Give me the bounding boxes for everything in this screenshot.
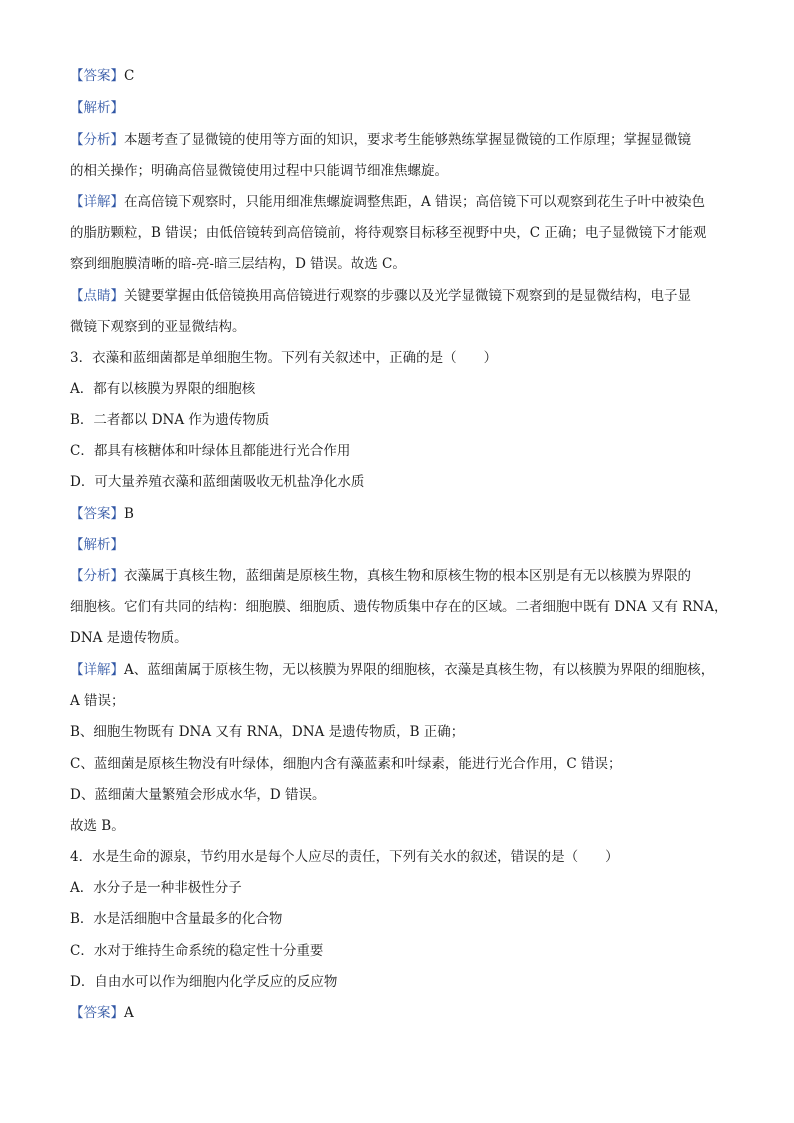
q3-fenxi-line2: 细胞核。它们有共同的结构：细胞膜、细胞质、遗传物质集中存在的区域。二者细胞中既有 DNA 又有 RNA， — [70, 599, 728, 615]
answer-value: C — [124, 68, 135, 84]
q4-answer-line — [70, 1003, 730, 1023]
q2-xiangjie-line3: 察到细胞膜清晰的暗-亮-暗三层结构，D 错误。故选 C。 — [70, 256, 406, 272]
q3-option-d: D．可大量养殖衣藻和蓝细菌吸收无机盐净化水质 — [70, 474, 365, 490]
analysis-label: 【解析】 — [70, 537, 124, 553]
q3-option-a: A．都有以核膜为界限的细胞核 — [70, 381, 256, 397]
q2-xiangjie-line1 — [70, 192, 730, 212]
answer-label: 【答案】 — [70, 68, 124, 84]
q2-fenxi-line1 — [70, 130, 730, 150]
q3-answer-line — [70, 504, 730, 524]
q3-xiangjie-line2: A 错误； — [70, 693, 125, 709]
q2-dianjing-line2: 微镜下观察到的亚显微结构。 — [70, 319, 246, 335]
fenxi-label: 【分析】 — [70, 568, 124, 584]
q3-line-c: C、蓝细菌是原核生物没有叶绿体，细胞内含有藻蓝素和叶绿素，能进行光合作用，C 错误； — [70, 756, 622, 772]
xiangjie-label: 【详解】 — [70, 662, 124, 678]
q3-stem: 3．衣藻和蓝细菌都是单细胞生物。下列有关叙述中，正确的是（ ） — [70, 350, 498, 366]
fenxi-text: 衣藻属于真核生物，蓝细菌是原核生物，真核生物和原核生物的根本区别是有无以核膜为界限的 — [124, 568, 691, 584]
q3-conclusion: 故选 B。 — [70, 818, 125, 834]
answer-label: 【答案】 — [70, 1005, 124, 1021]
q3-option-b: B．二者都以 DNA 作为遗传物质 — [70, 412, 270, 428]
q3-fenxi-line1 — [70, 566, 730, 586]
dianjing-text: 关键要掌握由低倍镜换用高倍镜进行观察的步骤以及光学显微镜下观察到的是显微结构，电子显 — [124, 288, 691, 304]
q3-xiangjie-line1 — [70, 660, 730, 680]
analysis-label: 【解析】 — [70, 100, 124, 116]
q2-dianjing-line1 — [70, 286, 730, 306]
q4-option-c: C．水对于维持生命系统的稳定性十分重要 — [70, 943, 324, 959]
q2-analysis-heading — [70, 98, 730, 118]
answer-value: B — [124, 506, 134, 522]
q3-fenxi-line3: DNA 是遗传物质。 — [70, 630, 188, 646]
q3-line-d: D、蓝细菌大量繁殖会形成水华，D 错误。 — [70, 787, 326, 803]
answer-label: 【答案】 — [70, 506, 124, 522]
q4-option-a: A．水分子是一种非极性分子 — [70, 880, 242, 896]
xiangjie-text: A、蓝细菌属于原核生物，无以核膜为界限的细胞核，衣藻是真核生物，有以核膜为界限的细胞核， — [124, 662, 715, 678]
q2-xiangjie-line2: 的脂肪颗粒，B 错误；由低倍镜转到高倍镜前，将待观察目标移至视野中央，C 正确；电子显微镜下才能观 — [70, 225, 707, 241]
q3-option-c: C．都具有核糖体和叶绿体且都能进行光合作用 — [70, 443, 351, 459]
q4-option-b: B．水是活细胞中含量最多的化合物 — [70, 911, 283, 927]
xiangjie-text: 在高倍镜下观察时，只能用细准焦螺旋调整焦距，A 错误；高倍镜下可以观察到花生子叶中被染色 — [124, 194, 706, 210]
q4-option-d: D．自由水可以作为细胞内化学反应的反应物 — [70, 974, 338, 990]
q3-analysis-heading — [70, 535, 730, 555]
xiangjie-label: 【详解】 — [70, 194, 124, 210]
fenxi-text: 本题考查了显微镜的使用等方面的知识，要求考生能够熟练掌握显微镜的工作原理；掌握显微镜 — [124, 132, 691, 148]
q3-line-b: B、细胞生物既有 DNA 又有 RNA，DNA 是遗传物质，B 正确； — [70, 724, 465, 740]
q2-fenxi-line2: 的相关操作；明确高倍显微镜使用过程中只能调节细准焦螺旋。 — [70, 163, 448, 179]
q4-stem: 4．水是生命的源泉，节约用水是每个人应尽的责任，下列有关水的叙述，错误的是（ ） — [70, 849, 619, 865]
dianjing-label: 【点睛】 — [70, 288, 124, 304]
q2-answer-line — [70, 66, 730, 86]
answer-value: A — [124, 1005, 134, 1021]
fenxi-label: 【分析】 — [70, 132, 124, 148]
